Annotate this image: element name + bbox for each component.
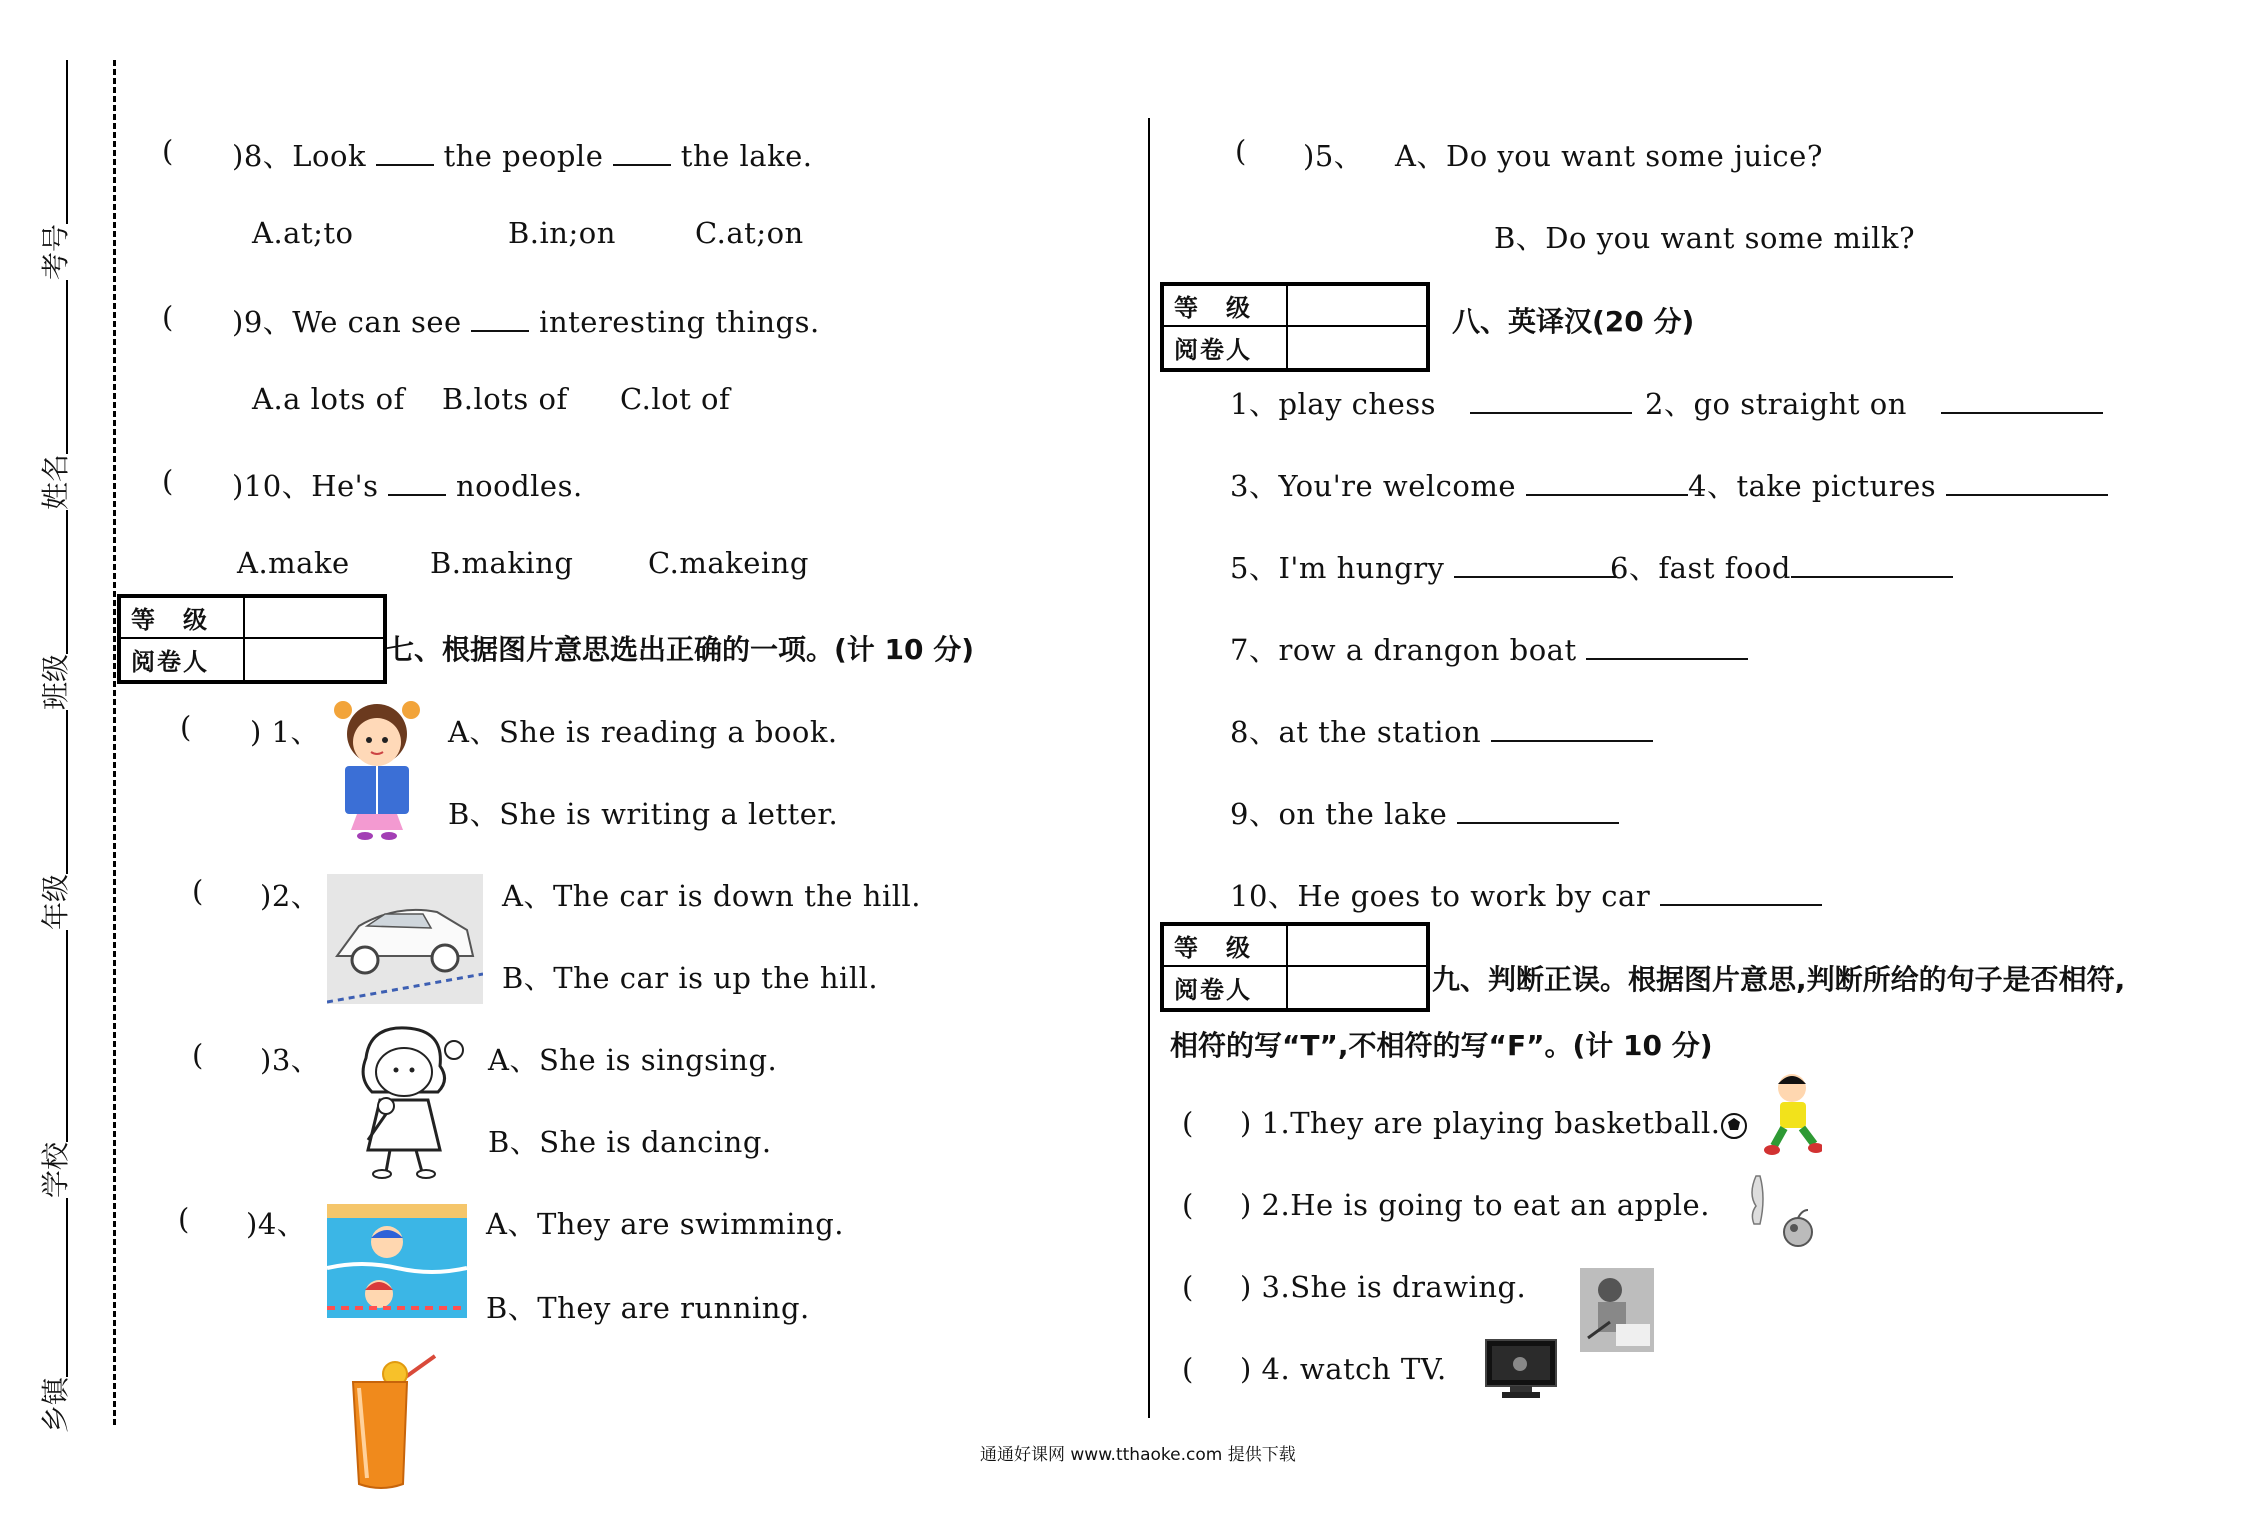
q8-end: the lake. (680, 139, 813, 173)
s7-q3-paren: ( (192, 1038, 204, 1072)
side-label-exam-number: 考号 (34, 224, 74, 280)
q10-blank[interactable] (388, 470, 446, 496)
s9-q3-text: ) 3.She is drawing. (1240, 1270, 1527, 1304)
q10-stem: )10、He's (232, 469, 379, 503)
s7-q2-num: )2、 (260, 879, 321, 913)
s9-q1-text: ) 1.They are playing basketball. (1240, 1106, 1721, 1140)
side-label-class: 班级 (34, 654, 74, 710)
orange-juice-picture (345, 1352, 437, 1492)
s7-q4-option-b: B、They are running. (486, 1291, 810, 1325)
boy-eating-apple-picture (1746, 1166, 1822, 1258)
footer-source: 通通好课网 www.tthaoke.com 提供下载 (980, 1445, 1296, 1465)
television-picture (1484, 1338, 1558, 1400)
s8-blank-8[interactable] (1491, 716, 1653, 742)
section8-title: 八、英译汉(20 分) (1452, 305, 1695, 338)
q9-end: interesting things. (539, 305, 820, 339)
reviewer-label: 阅卷人 (1164, 327, 1288, 368)
q9-blank[interactable] (471, 306, 529, 332)
s8-blank-10[interactable] (1660, 880, 1822, 906)
s8-row9 (1230, 792, 1619, 833)
q8-option-c: C.at;on (695, 216, 804, 250)
reviewer-cell[interactable] (1288, 327, 1426, 368)
grade-label: 等 级 (1164, 926, 1288, 967)
s8-row7 (1230, 628, 1748, 669)
s8-row1 (1230, 382, 1632, 423)
q8-stem: )8、Look (232, 139, 367, 173)
grade-label: 等 级 (1164, 286, 1288, 327)
grade-box-section8 (1160, 282, 1430, 372)
q9-option-a: A.a lots of (252, 382, 405, 416)
s8-item-9: 9、on the lake (1230, 797, 1448, 831)
s8-row2b (1688, 464, 2108, 505)
s8-blank-5[interactable] (1454, 552, 1616, 578)
q8-line (232, 134, 813, 175)
s7-q4-paren: ( (178, 1202, 190, 1236)
s8-row10 (1230, 874, 1822, 915)
side-label-name: 姓名 (34, 454, 74, 510)
s9-q3-paren: ( (1182, 1270, 1194, 1304)
s8-row8 (1230, 710, 1653, 751)
q10-line (232, 464, 583, 505)
s7-q3-num: )3、 (260, 1043, 321, 1077)
s7-q2-option-a: A、The car is down the hill. (502, 879, 922, 913)
q9-option-b: B.lots of (442, 382, 568, 416)
boy-playing-football-picture (1720, 1070, 1822, 1158)
side-label-grade: 年级 (34, 874, 74, 930)
s8-row3 (1230, 546, 1616, 587)
q5-paren: ( (1235, 134, 1247, 168)
dashed-binding-line (113, 60, 116, 1425)
s8-blank-4[interactable] (1946, 470, 2108, 496)
q5-option-a: A、Do you want some juice? (1395, 139, 1823, 173)
q8-blank-2[interactable] (613, 140, 671, 166)
s7-q1-paren: ( (180, 710, 192, 744)
s8-item-7: 7、row a drangon boat (1230, 633, 1577, 667)
s7-q4-num: )4、 (246, 1207, 307, 1241)
q10-option-a: A.make (237, 546, 350, 580)
s9-q1-paren: ( (1182, 1106, 1194, 1140)
s9-q4-paren: ( (1182, 1352, 1194, 1386)
s8-blank-7[interactable] (1586, 634, 1748, 660)
s8-item-10: 10、He goes to work by car (1230, 879, 1651, 913)
s8-blank-9[interactable] (1457, 798, 1619, 824)
girl-singing-picture (336, 1022, 470, 1180)
q10-end: noodles. (455, 469, 583, 503)
s8-blank-6[interactable] (1791, 552, 1953, 578)
s8-blank-1[interactable] (1470, 388, 1632, 414)
reviewer-cell[interactable] (245, 639, 383, 680)
s8-item-5: 5、I'm hungry (1230, 551, 1445, 585)
q5-option-b: B、Do you want some milk? (1494, 221, 1916, 255)
column-divider (1148, 118, 1150, 1418)
q9-stem: )9、We can see (232, 305, 462, 339)
q10-option-b: B.making (430, 546, 574, 580)
s7-q4-option-a: A、They are swimming. (486, 1207, 844, 1241)
s8-row3b (1610, 546, 1953, 587)
q9-option-c: C.lot of (620, 382, 731, 416)
q9-paren: ( (162, 300, 174, 334)
s7-q3-option-b: B、She is dancing. (488, 1125, 772, 1159)
s8-item-6: 6、fast food (1610, 551, 1791, 585)
grade-cell[interactable] (1288, 286, 1426, 327)
s8-item-8: 8、at the station (1230, 715, 1482, 749)
grade-box-section7 (117, 594, 387, 684)
s8-item-3: 3、You're welcome (1230, 469, 1517, 503)
s9-q4-text: ) 4. watch TV. (1240, 1352, 1447, 1386)
reviewer-label: 阅卷人 (1164, 967, 1288, 1008)
s8-item-4: 4、take pictures (1688, 469, 1937, 503)
q9-line (232, 300, 820, 341)
side-label-town: 乡镇 (34, 1377, 74, 1433)
section9-title-line2: 相符的写“T”,不相符的写“F”。(计 10 分) (1170, 1029, 1713, 1062)
s7-q3-option-a: A、She is singsing. (488, 1043, 778, 1077)
grade-cell[interactable] (1288, 926, 1426, 967)
q8-blank-1[interactable] (376, 140, 434, 166)
s8-item-1: 1、play chess (1230, 387, 1437, 421)
s9-q2-paren: ( (1182, 1188, 1194, 1222)
s8-row1b (1645, 382, 2103, 423)
s7-q2-paren: ( (192, 874, 204, 908)
s8-item-2: 2、go straight on (1645, 387, 1907, 421)
s8-blank-3[interactable] (1526, 470, 1688, 496)
s9-q2-text: ) 2.He is going to eat an apple. (1240, 1188, 1710, 1222)
q8-option-a: A.at;to (252, 216, 354, 250)
reviewer-cell[interactable] (1288, 967, 1426, 1008)
q10-paren: ( (162, 464, 174, 498)
q5-num: )5、 (1303, 139, 1364, 173)
grade-cell[interactable] (245, 598, 383, 639)
q8-option-b: B.in;on (508, 216, 616, 250)
s8-row2 (1230, 464, 1688, 505)
grade-box-section9 (1160, 922, 1430, 1012)
s8-blank-2[interactable] (1941, 388, 2103, 414)
s7-q1-option-b: B、She is writing a letter. (448, 797, 839, 831)
car-hill-picture (327, 874, 483, 1004)
grade-label: 等 级 (121, 598, 245, 639)
children-swimming-picture (327, 1204, 467, 1318)
side-label-school: 学校 (34, 1142, 74, 1198)
s7-q1-num: ) 1、 (250, 715, 320, 749)
q8-paren: ( (162, 134, 174, 168)
q8-mid: the people (443, 139, 604, 173)
girl-reading-picture (327, 692, 427, 842)
s7-q1-option-a: A、She is reading a book. (448, 715, 838, 749)
girl-drawing-photo (1580, 1268, 1654, 1352)
s7-q2-option-b: B、The car is up the hill. (502, 961, 879, 995)
q10-option-c: C.makeing (648, 546, 809, 580)
section7-title: 七、根据图片意思选出正确的一项。(计 10 分) (386, 633, 975, 666)
section9-title: 九、判断正误。根据图片意思,判断所给的句子是否相符, (1432, 963, 2126, 996)
reviewer-label: 阅卷人 (121, 639, 245, 680)
